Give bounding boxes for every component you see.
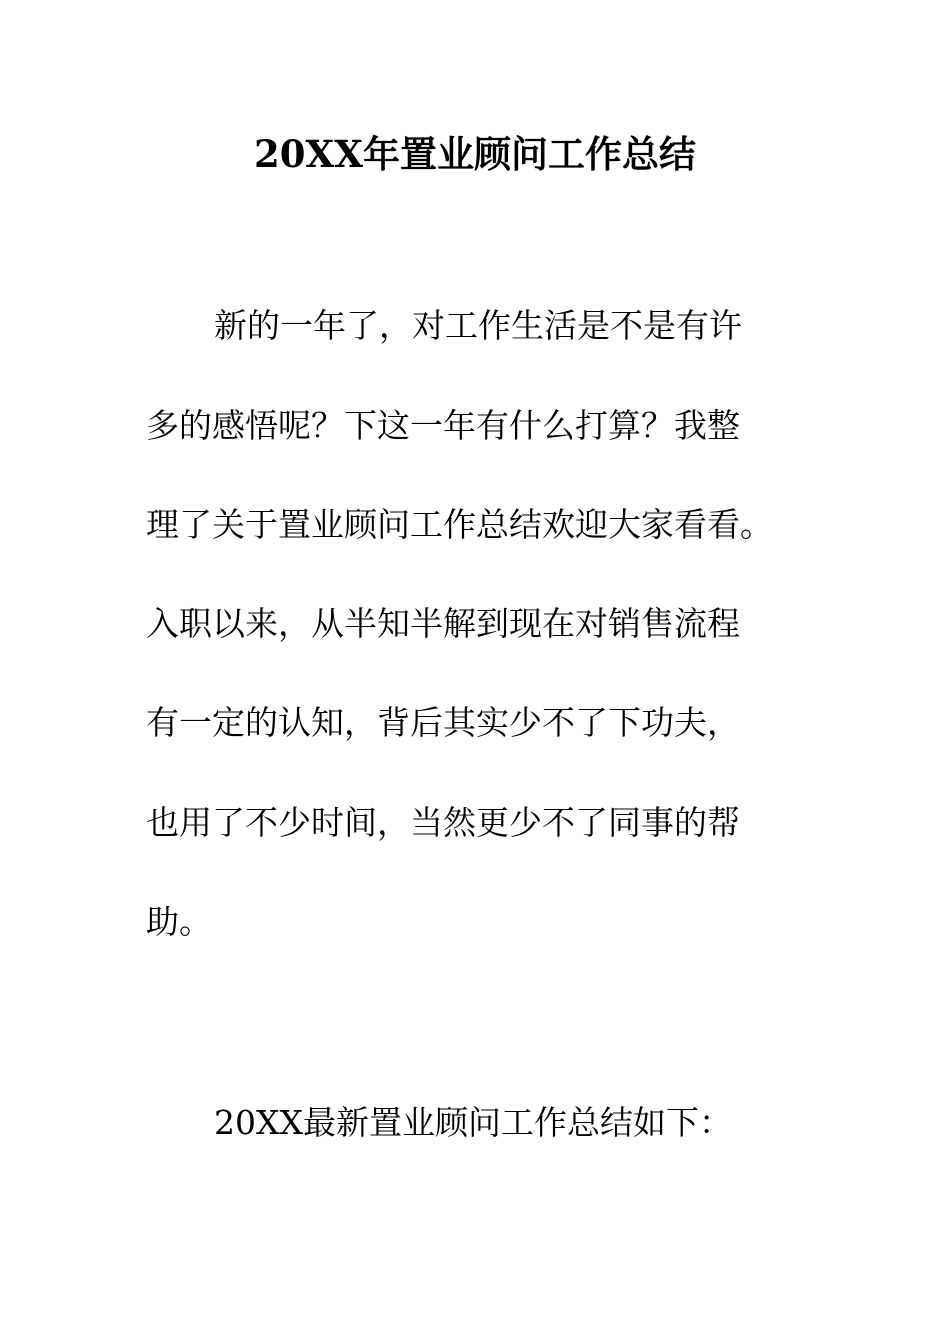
paragraph-line: 理了关于置业顾问工作总结欢迎大家看看。 [146, 505, 773, 544]
paragraph-line: 新的一年了，对工作生活是不是有许 [214, 306, 742, 345]
paragraph-line: 入职以来，从半知半解到现在对销售流程 [146, 604, 740, 643]
paragraph-line: 有一定的认知，背后其实少不了下功夫， [146, 703, 740, 742]
paragraph-line: 20XX最新置业顾问工作总结如下： [214, 1103, 732, 1142]
paragraph-line: 多的感悟呢？下这一年有什么打算？我整 [146, 406, 740, 445]
paragraph-line: 也用了不少时间，当然更少不了同事的帮 [146, 803, 740, 842]
paragraph-line: 助。 [146, 902, 212, 941]
document-title: 20XX年置业顾问工作总结 [254, 132, 696, 176]
